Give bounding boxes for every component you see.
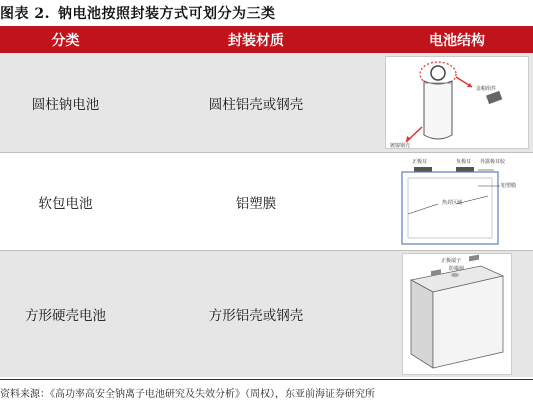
figure-title-text: 钠电池按照封装方式可划分为三类 <box>58 6 276 22</box>
figure-number: 图表 2. <box>0 6 50 22</box>
diagram-label: 热封区域 <box>442 199 463 206</box>
cell-category: 圆柱钠电池 <box>31 96 100 113</box>
table-row-prismatic <box>0 251 533 377</box>
battery-classification-table <box>0 26 533 377</box>
cell-material: 圆柱铝壳或钢壳 <box>208 96 304 113</box>
diagram-label: 负极耳 <box>456 158 472 165</box>
cell-material: 方形铝壳或钢壳 <box>208 308 304 324</box>
table-row-pouch <box>0 153 533 250</box>
table-row-cylindrical <box>0 53 533 152</box>
table-header <box>0 26 533 53</box>
figure-title <box>0 3 276 23</box>
pouch-cell-diagram <box>398 156 516 248</box>
diagram-label: 正极端子 <box>441 258 462 264</box>
prismatic-cell-diagram <box>402 253 512 375</box>
cell-category: 方形硬壳电池 <box>25 308 106 324</box>
source-note: 资料来源：《高功率高安全钠离子电池研究及失效分析》（周权），东亚前海证券研究所 <box>0 389 375 400</box>
header-category: 分类 <box>51 32 80 49</box>
diagram-label: 铝塑膜 <box>501 182 516 189</box>
cylindrical-cell-diagram <box>385 56 529 149</box>
cell-material: 铝塑膜 <box>235 195 277 212</box>
diagram-label: 防爆阀 <box>449 266 465 272</box>
diagram-label: 盖帽组件 <box>476 86 497 92</box>
header-material: 封装材质 <box>228 32 284 49</box>
cell-category: 软包电池 <box>38 195 93 212</box>
diagram-label: 外露极耳胶 <box>480 158 506 165</box>
diagram-label: 镀镍钢壳 <box>390 143 411 148</box>
header-structure: 电池结构 <box>429 32 485 49</box>
diagram-label: 正极耳 <box>412 158 428 165</box>
